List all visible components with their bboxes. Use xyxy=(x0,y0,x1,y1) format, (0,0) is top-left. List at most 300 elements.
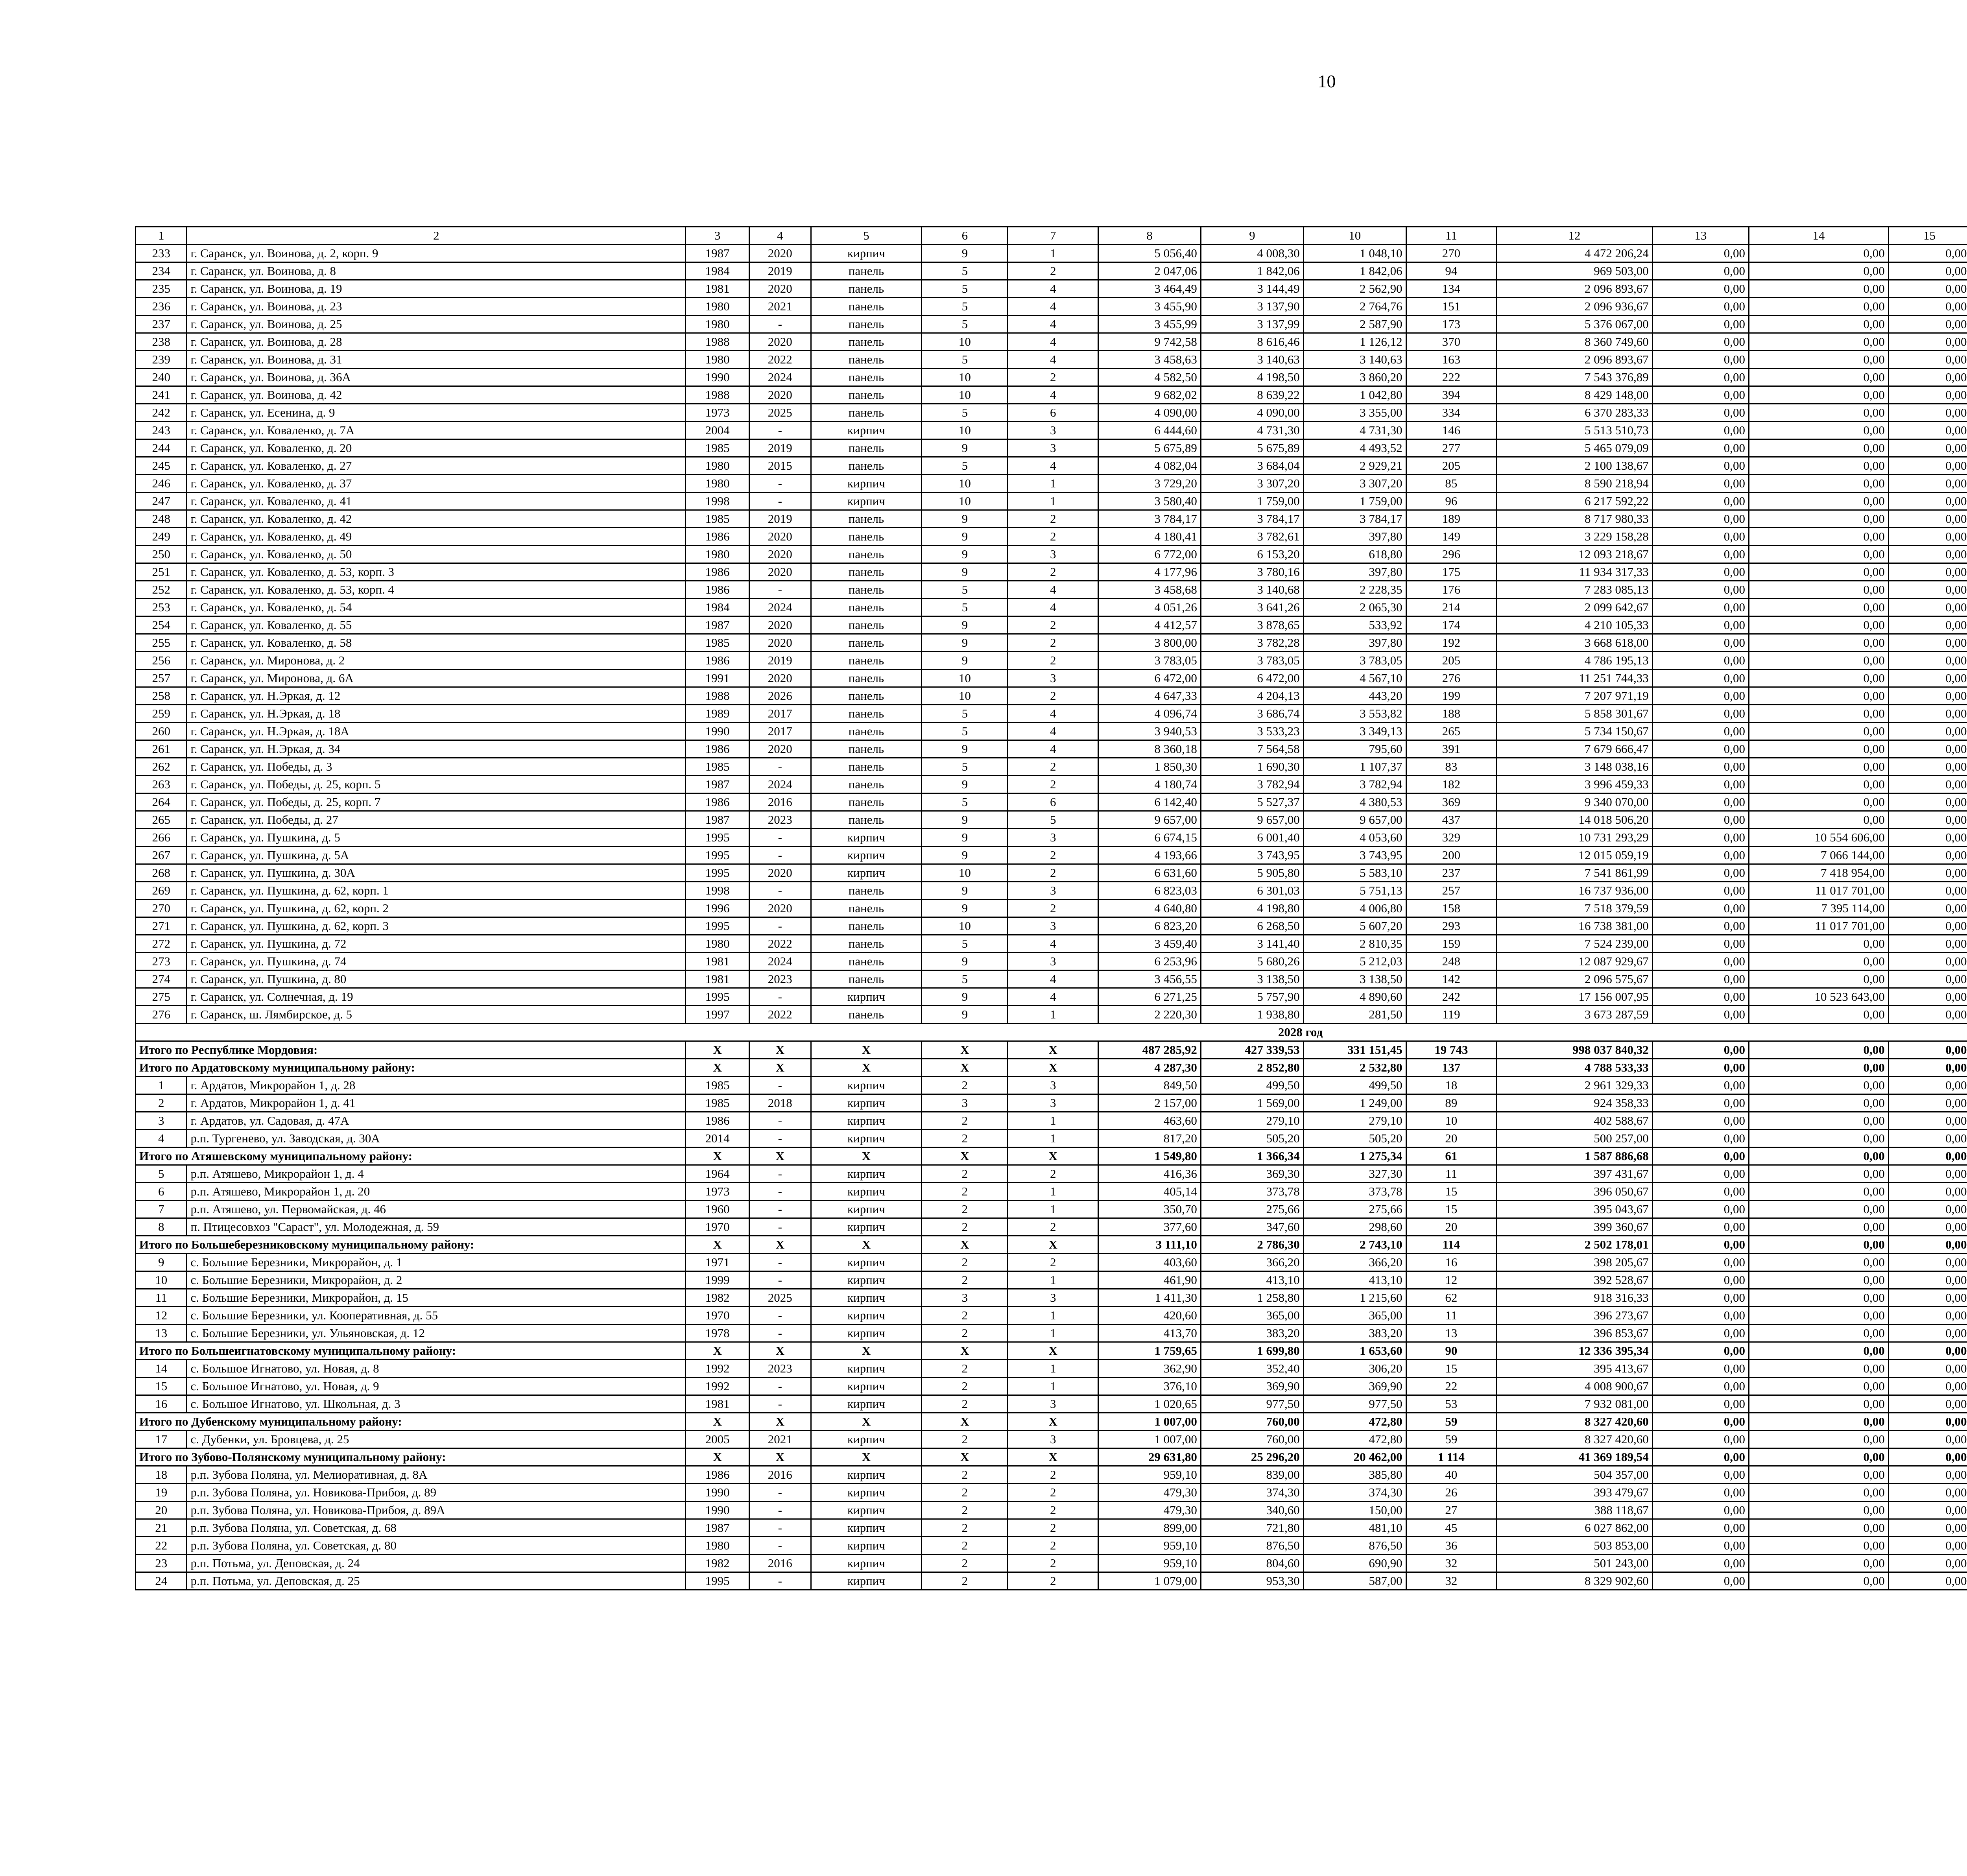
table-cell: 3 140,68 xyxy=(1201,581,1303,599)
table-cell: 9 xyxy=(922,616,1008,634)
table-cell: 0,00 xyxy=(1749,1342,1888,1360)
table-cell: 19 xyxy=(136,1484,187,1502)
table-row xyxy=(136,457,1967,475)
table-cell: 241 xyxy=(136,386,187,404)
table-cell: 8 717 980,33 xyxy=(1496,510,1653,528)
table-cell: г. Саранск, ул. Пушкина, д. 72 xyxy=(187,935,686,953)
table-cell: 1986 xyxy=(686,528,749,546)
table-cell: 9 xyxy=(922,439,1008,457)
table-cell: 7 xyxy=(136,1201,187,1218)
table-cell: 0,00 xyxy=(1888,280,1967,298)
table-cell: 8 329 902,60 xyxy=(1496,1572,1653,1590)
table-cell: 0,00 xyxy=(1749,510,1888,528)
table-cell: 176 xyxy=(1406,581,1496,599)
table-cell: кирпич xyxy=(811,864,922,882)
table-cell: г. Саранск, ул. Солнечная, д. 19 xyxy=(187,988,686,1006)
table-cell: 3 xyxy=(1008,1077,1098,1094)
table-cell: 163 xyxy=(1406,351,1496,369)
table-row xyxy=(136,811,1967,829)
table-row xyxy=(136,1183,1967,1201)
table-cell: 0,00 xyxy=(1652,758,1749,776)
table-cell: 0,00 xyxy=(1652,670,1749,687)
table-cell: 618,80 xyxy=(1303,546,1406,563)
table-cell: 0,00 xyxy=(1652,1307,1749,1324)
table-cell: 5 xyxy=(811,227,922,245)
table-cell: 6 823,03 xyxy=(1098,882,1201,900)
table-cell: 0,00 xyxy=(1749,1484,1888,1502)
table-cell: 2 157,00 xyxy=(1098,1094,1201,1112)
table-cell: 15 xyxy=(1406,1360,1496,1378)
table-cell: 396 273,67 xyxy=(1496,1307,1653,1324)
table-cell: 437 xyxy=(1406,811,1496,829)
table-cell: кирпич xyxy=(811,1555,922,1572)
table-cell: 12 xyxy=(136,1307,187,1324)
table-cell: X xyxy=(1008,1147,1098,1165)
table-cell: 24 xyxy=(136,1572,187,1590)
table-row xyxy=(136,1130,1967,1147)
table-cell: 0,00 xyxy=(1888,493,1967,510)
table-cell: 4 198,80 xyxy=(1201,900,1303,917)
table-cell: 373,78 xyxy=(1201,1183,1303,1201)
table-cell: 256 xyxy=(136,652,187,670)
table-cell: 62 xyxy=(1406,1289,1496,1307)
table-cell: 1980 xyxy=(686,315,749,333)
table-row xyxy=(136,616,1967,634)
table-cell: 8 429 148,00 xyxy=(1496,386,1653,404)
table-cell: кирпич xyxy=(811,1395,922,1413)
table-cell: 1 653,60 xyxy=(1303,1342,1406,1360)
table-row xyxy=(136,917,1967,935)
table-cell: кирпич xyxy=(811,1271,922,1289)
table-cell: 0,00 xyxy=(1652,457,1749,475)
table-cell: 12 015 059,19 xyxy=(1496,847,1653,864)
table-cell: 4 090,00 xyxy=(1201,404,1303,422)
table-cell: X xyxy=(922,1342,1008,1360)
table-row xyxy=(136,953,1967,970)
table-cell: 1 549,80 xyxy=(1098,1147,1201,1165)
table-cell: р.п. Атяшево, Микрорайон 1, д. 20 xyxy=(187,1183,686,1201)
table-cell: кирпич xyxy=(811,1218,922,1236)
table-cell: р.п. Зубова Поляна, ул. Новикова-Прибоя, д. 89А xyxy=(187,1502,686,1519)
table-cell: 2 xyxy=(1008,1572,1098,1590)
table-cell: 3 783,05 xyxy=(1098,652,1201,670)
table-cell: г. Саранск, ул. Коваленко, д. 53, корп. 4 xyxy=(187,581,686,599)
table-cell: 0,00 xyxy=(1749,616,1888,634)
table-cell: 0,00 xyxy=(1749,1130,1888,1147)
table-cell: 1 114 xyxy=(1406,1448,1496,1466)
table-cell: с. Дубенки, ул. Бровцева, д. 25 xyxy=(187,1431,686,1448)
table-cell: 2 xyxy=(1008,528,1098,546)
table-cell: - xyxy=(749,988,811,1006)
table-cell: 2021 xyxy=(749,1431,811,1448)
table-cell: - xyxy=(749,1254,811,1271)
table-cell: X xyxy=(749,1448,811,1466)
table-row xyxy=(136,900,1967,917)
table-row xyxy=(136,634,1967,652)
table-cell: 242 xyxy=(136,404,187,422)
table-cell: Итого по Республике Мордовия: xyxy=(136,1041,686,1059)
table-cell: 3 800,00 xyxy=(1098,634,1201,652)
table-cell: 2 xyxy=(922,1307,1008,1324)
table-cell: 298,60 xyxy=(1303,1218,1406,1236)
table-cell: 0,00 xyxy=(1652,563,1749,581)
table-cell: 0,00 xyxy=(1888,1484,1967,1502)
table-cell: 0,00 xyxy=(1749,475,1888,493)
table-cell: г. Саранск, ш. Лямбирское, д. 5 xyxy=(187,1006,686,1024)
table-cell: 403,60 xyxy=(1098,1254,1201,1271)
table-cell: 2 xyxy=(1008,1502,1098,1519)
table-cell: 234 xyxy=(136,262,187,280)
table-cell: 0,00 xyxy=(1749,439,1888,457)
table-cell: р.п. Атяшево, Микрорайон 1, д. 4 xyxy=(187,1165,686,1183)
table-cell: 1 699,80 xyxy=(1201,1342,1303,1360)
table-cell: 7 524 239,00 xyxy=(1496,935,1653,953)
table-cell: 0,00 xyxy=(1888,1572,1967,1590)
table-cell: 0,00 xyxy=(1888,1183,1967,1201)
table-cell: с. Большое Игнатово, ул. Новая, д. 9 xyxy=(187,1378,686,1395)
table-cell: 0,00 xyxy=(1652,1502,1749,1519)
table-cell: 5 212,03 xyxy=(1303,953,1406,970)
table-cell: 8 590 218,94 xyxy=(1496,475,1653,493)
table-cell: X xyxy=(749,1342,811,1360)
table-header-row xyxy=(136,227,1967,245)
table-row xyxy=(136,546,1967,563)
table-cell: 9 xyxy=(922,776,1008,793)
table-cell: 2024 xyxy=(749,953,811,970)
table-cell: 4 731,30 xyxy=(1303,422,1406,439)
table-cell: 2 961 329,33 xyxy=(1496,1077,1653,1094)
table-row xyxy=(136,1537,1967,1555)
table-cell: панель xyxy=(811,369,922,386)
table-cell: - xyxy=(749,1130,811,1147)
table-cell: 2 065,30 xyxy=(1303,599,1406,616)
table-cell: 0,00 xyxy=(1888,1307,1967,1324)
table-cell: 9 xyxy=(922,634,1008,652)
table-cell: 3 729,20 xyxy=(1098,475,1201,493)
table-cell: панель xyxy=(811,262,922,280)
table-cell: 5 751,13 xyxy=(1303,882,1406,900)
table-cell: кирпич xyxy=(811,1431,922,1448)
table-cell: 5 607,20 xyxy=(1303,917,1406,935)
table-cell: 350,70 xyxy=(1098,1201,1201,1218)
table-cell: 500 257,00 xyxy=(1496,1130,1653,1147)
table-cell: 173 xyxy=(1406,315,1496,333)
table-cell: 15 xyxy=(1888,227,1967,245)
table-cell: 331 151,45 xyxy=(1303,1041,1406,1059)
table-cell: 373,78 xyxy=(1303,1183,1406,1201)
table-cell: 2019 xyxy=(749,439,811,457)
table-cell: Итого по Дубенскому муниципальному району: xyxy=(136,1413,686,1431)
table-cell: 1 xyxy=(1008,1201,1098,1218)
table-cell: 237 xyxy=(1406,864,1496,882)
table-cell: 2 xyxy=(136,1094,187,1112)
table-cell: 0,00 xyxy=(1888,670,1967,687)
table-cell: 11 017 701,00 xyxy=(1749,882,1888,900)
table-cell: 7 395 114,00 xyxy=(1749,900,1888,917)
table-cell: 3 xyxy=(922,1289,1008,1307)
table-cell: 876,50 xyxy=(1303,1537,1406,1555)
table-cell: 0,00 xyxy=(1749,351,1888,369)
table-cell: 1980 xyxy=(686,935,749,953)
table-cell: 5 734 150,67 xyxy=(1496,723,1653,740)
table-cell: 2 xyxy=(1008,1165,1098,1183)
table-cell: 16 xyxy=(1406,1254,1496,1271)
table-cell: 11 xyxy=(1406,227,1496,245)
table-cell: 5 xyxy=(1008,811,1098,829)
table-cell: 4 582,50 xyxy=(1098,369,1201,386)
table-cell: г. Саранск, ул. Пушкина, д. 62, корп. 2 xyxy=(187,900,686,917)
table-cell: 959,10 xyxy=(1098,1537,1201,1555)
table-cell: 366,20 xyxy=(1201,1254,1303,1271)
table-cell: 276 xyxy=(136,1006,187,1024)
table-cell: 2 xyxy=(1008,864,1098,882)
table-cell: 0,00 xyxy=(1749,1147,1888,1165)
table-cell: 5 675,89 xyxy=(1098,439,1201,457)
table-cell: 4 412,57 xyxy=(1098,616,1201,634)
table-cell: 1990 xyxy=(686,1502,749,1519)
table-cell: 0,00 xyxy=(1749,970,1888,988)
table-row xyxy=(136,1254,1967,1271)
table-cell: 2024 xyxy=(749,599,811,616)
table-cell: 8 327 420,60 xyxy=(1496,1413,1653,1431)
table-cell: 2025 xyxy=(749,404,811,422)
table-cell: 0,00 xyxy=(1749,369,1888,386)
table-cell: 2 099 642,67 xyxy=(1496,599,1653,616)
table-cell: 306,20 xyxy=(1303,1360,1406,1378)
table-cell: 16 xyxy=(136,1395,187,1413)
table-cell: 817,20 xyxy=(1098,1130,1201,1147)
table-cell: 1987 xyxy=(686,776,749,793)
table-cell: X xyxy=(922,1041,1008,1059)
table-cell: 255 xyxy=(136,634,187,652)
table-cell: 0,00 xyxy=(1652,1484,1749,1502)
table-cell: 2 xyxy=(1008,634,1098,652)
table-cell: 5 xyxy=(136,1165,187,1183)
table-cell: 1 850,30 xyxy=(1098,758,1201,776)
table-cell: 0,00 xyxy=(1652,1271,1749,1289)
table-cell: г. Саранск, ул. Воинова, д. 36А xyxy=(187,369,686,386)
table-cell: 3 xyxy=(1008,422,1098,439)
table-cell: р.п. Зубова Поляна, ул. Советская, д. 68 xyxy=(187,1519,686,1537)
table-cell: панель xyxy=(811,670,922,687)
table-cell: 2 xyxy=(1008,900,1098,917)
table-row xyxy=(136,475,1967,493)
table-cell: 2 xyxy=(1008,687,1098,705)
table-cell: 327,30 xyxy=(1303,1165,1406,1183)
table-cell: г. Саранск, ул. Коваленко, д. 54 xyxy=(187,599,686,616)
table-cell: 5 376 067,00 xyxy=(1496,315,1653,333)
table-cell: 0,00 xyxy=(1652,1466,1749,1484)
table-cell: 3 782,28 xyxy=(1201,634,1303,652)
table-cell: 4 210 105,33 xyxy=(1496,616,1653,634)
table-cell: 2 xyxy=(922,1360,1008,1378)
table-cell: 270 xyxy=(1406,245,1496,262)
table-cell: X xyxy=(686,1413,749,1431)
table-cell: 4 xyxy=(1008,740,1098,758)
table-cell: 393 479,67 xyxy=(1496,1484,1653,1502)
table-cell: панель xyxy=(811,793,922,811)
table-cell: 279,10 xyxy=(1201,1112,1303,1130)
table-cell: X xyxy=(749,1236,811,1254)
table-cell: 365,00 xyxy=(1303,1307,1406,1324)
table-cell: 0,00 xyxy=(1749,634,1888,652)
table-cell: 240 xyxy=(136,369,187,386)
table-row xyxy=(136,1006,1967,1024)
table-cell: г. Саранск, ул. Коваленко, д. 49 xyxy=(187,528,686,546)
table-cell: 2 852,80 xyxy=(1201,1059,1303,1077)
table-cell: 2 xyxy=(1008,652,1098,670)
table-cell: X xyxy=(811,1236,922,1254)
table-cell: X xyxy=(1008,1342,1098,1360)
table-cell: 3 148 038,16 xyxy=(1496,758,1653,776)
table-cell: 3 458,68 xyxy=(1098,581,1201,599)
table-cell: 0,00 xyxy=(1888,705,1967,723)
table-cell: 499,50 xyxy=(1303,1077,1406,1094)
table-cell: 4 090,00 xyxy=(1098,404,1201,422)
table-cell: г. Саранск, ул. Пушкина, д. 62, корп. 1 xyxy=(187,882,686,900)
table-cell: 795,60 xyxy=(1303,740,1406,758)
table-cell: 10 xyxy=(922,369,1008,386)
table-cell: 1 249,00 xyxy=(1303,1094,1406,1112)
table-cell: 9 xyxy=(922,740,1008,758)
table-cell: X xyxy=(749,1041,811,1059)
table-cell: 4 xyxy=(1008,988,1098,1006)
table-cell: 1992 xyxy=(686,1378,749,1395)
table-cell: 533,92 xyxy=(1303,616,1406,634)
table-cell: 1 xyxy=(1008,1360,1098,1378)
table-cell: 405,14 xyxy=(1098,1183,1201,1201)
table-cell: 2 xyxy=(922,1165,1008,1183)
table-cell: 3 459,40 xyxy=(1098,935,1201,953)
table-cell: 10 xyxy=(922,493,1008,510)
table-cell: панель xyxy=(811,917,922,935)
table-cell: 14 018 506,20 xyxy=(1496,811,1653,829)
table-cell: 4 xyxy=(1008,298,1098,315)
table-cell: 150,00 xyxy=(1303,1502,1406,1519)
table-cell: 420,60 xyxy=(1098,1307,1201,1324)
table-cell: 27 xyxy=(1406,1502,1496,1519)
table-cell: 413,70 xyxy=(1098,1324,1201,1342)
table-cell: X xyxy=(686,1236,749,1254)
table-cell: 0,00 xyxy=(1888,740,1967,758)
table-row xyxy=(136,245,1967,262)
table-cell: 0,00 xyxy=(1652,298,1749,315)
table-cell: 0,00 xyxy=(1652,1147,1749,1165)
table-cell: 5 xyxy=(922,758,1008,776)
table-cell: - xyxy=(749,422,811,439)
table-cell: р.п. Потьма, ул. Деповская, д. 25 xyxy=(187,1572,686,1590)
table-cell: г. Саранск, ул. Н.Эркая, д. 34 xyxy=(187,740,686,758)
table-cell: 85 xyxy=(1406,475,1496,493)
table-cell: 463,60 xyxy=(1098,1112,1201,1130)
table-cell: 26 xyxy=(1406,1484,1496,1502)
table-cell: 7 xyxy=(1008,227,1098,245)
table-cell: кирпич xyxy=(811,1502,922,1519)
total-row xyxy=(136,1236,1967,1254)
table-cell: 0,00 xyxy=(1749,315,1888,333)
table-cell: 0,00 xyxy=(1888,829,1967,847)
table-cell: 2020 xyxy=(749,634,811,652)
table-cell: 2019 xyxy=(749,652,811,670)
table-cell: панель xyxy=(811,315,922,333)
table-cell: 4 082,04 xyxy=(1098,457,1201,475)
table-cell: 10 xyxy=(922,422,1008,439)
table-cell: р.п. Зубова Поляна, ул. Советская, д. 80 xyxy=(187,1537,686,1555)
table-cell: 9 657,00 xyxy=(1098,811,1201,829)
table-cell: 1 842,06 xyxy=(1303,262,1406,280)
table-cell: - xyxy=(749,847,811,864)
table-cell: 11 xyxy=(1406,1307,1496,1324)
table-cell: 0,00 xyxy=(1652,1236,1749,1254)
table-cell: 192 xyxy=(1406,634,1496,652)
table-cell: 10 xyxy=(922,687,1008,705)
table-cell: 1 xyxy=(1008,493,1098,510)
table-cell: 262 xyxy=(136,758,187,776)
table-cell: 90 xyxy=(1406,1342,1496,1360)
table-cell: 9 xyxy=(922,528,1008,546)
table-cell: 0,00 xyxy=(1888,528,1967,546)
table-cell: 0,00 xyxy=(1652,882,1749,900)
table-cell: 83 xyxy=(1406,758,1496,776)
table-cell: 1999 xyxy=(686,1271,749,1289)
table-cell: 3 782,94 xyxy=(1303,776,1406,793)
table-cell: 0,00 xyxy=(1888,333,1967,351)
table-cell: 53 xyxy=(1406,1395,1496,1413)
table-cell: 2016 xyxy=(749,793,811,811)
table-cell: 370 xyxy=(1406,333,1496,351)
table-cell: - xyxy=(749,315,811,333)
table-row xyxy=(136,1484,1967,1502)
table-cell: 5 xyxy=(922,935,1008,953)
table-cell: 1 587 886,68 xyxy=(1496,1147,1653,1165)
table-cell: г. Саранск, ул. Есенина, д. 9 xyxy=(187,404,686,422)
table-cell: 13 xyxy=(1652,227,1749,245)
table-cell: 0,00 xyxy=(1749,740,1888,758)
table-cell: 0,00 xyxy=(1652,793,1749,811)
table-cell: 4 xyxy=(1008,581,1098,599)
table-cell: 2019 xyxy=(749,262,811,280)
table-cell: 2 096 893,67 xyxy=(1496,351,1653,369)
table-cell: 3 xyxy=(1008,829,1098,847)
table-cell: 1985 xyxy=(686,1077,749,1094)
table-cell: 7 679 666,47 xyxy=(1496,740,1653,758)
table-cell: 0,00 xyxy=(1652,1555,1749,1572)
table-cell: 2020 xyxy=(749,900,811,917)
table-cell: 2020 xyxy=(749,864,811,882)
table-cell: 2 xyxy=(1008,1519,1098,1537)
table-cell: 3 349,13 xyxy=(1303,723,1406,740)
table-cell: 3 229 158,28 xyxy=(1496,528,1653,546)
table-cell: кирпич xyxy=(811,1378,922,1395)
table-cell: 0,00 xyxy=(1652,1572,1749,1590)
table-cell: 2 xyxy=(1008,563,1098,581)
table-cell: 21 xyxy=(136,1519,187,1537)
table-cell: 959,10 xyxy=(1098,1555,1201,1572)
table-cell: 0,00 xyxy=(1749,1041,1888,1059)
table-cell: 4 xyxy=(1008,935,1098,953)
table-cell: 2016 xyxy=(749,1555,811,1572)
table-cell: 0,00 xyxy=(1652,847,1749,864)
table-cell: кирпич xyxy=(811,1466,922,1484)
table-cell: 2 532,80 xyxy=(1303,1059,1406,1077)
table-cell: - xyxy=(749,1112,811,1130)
table-cell: 4 xyxy=(1008,280,1098,298)
table-cell: 0,00 xyxy=(1749,1218,1888,1236)
table-cell: 1998 xyxy=(686,882,749,900)
table-cell: 2 xyxy=(922,1519,1008,1537)
table-cell: 397 431,67 xyxy=(1496,1165,1653,1183)
table-cell: X xyxy=(686,1041,749,1059)
